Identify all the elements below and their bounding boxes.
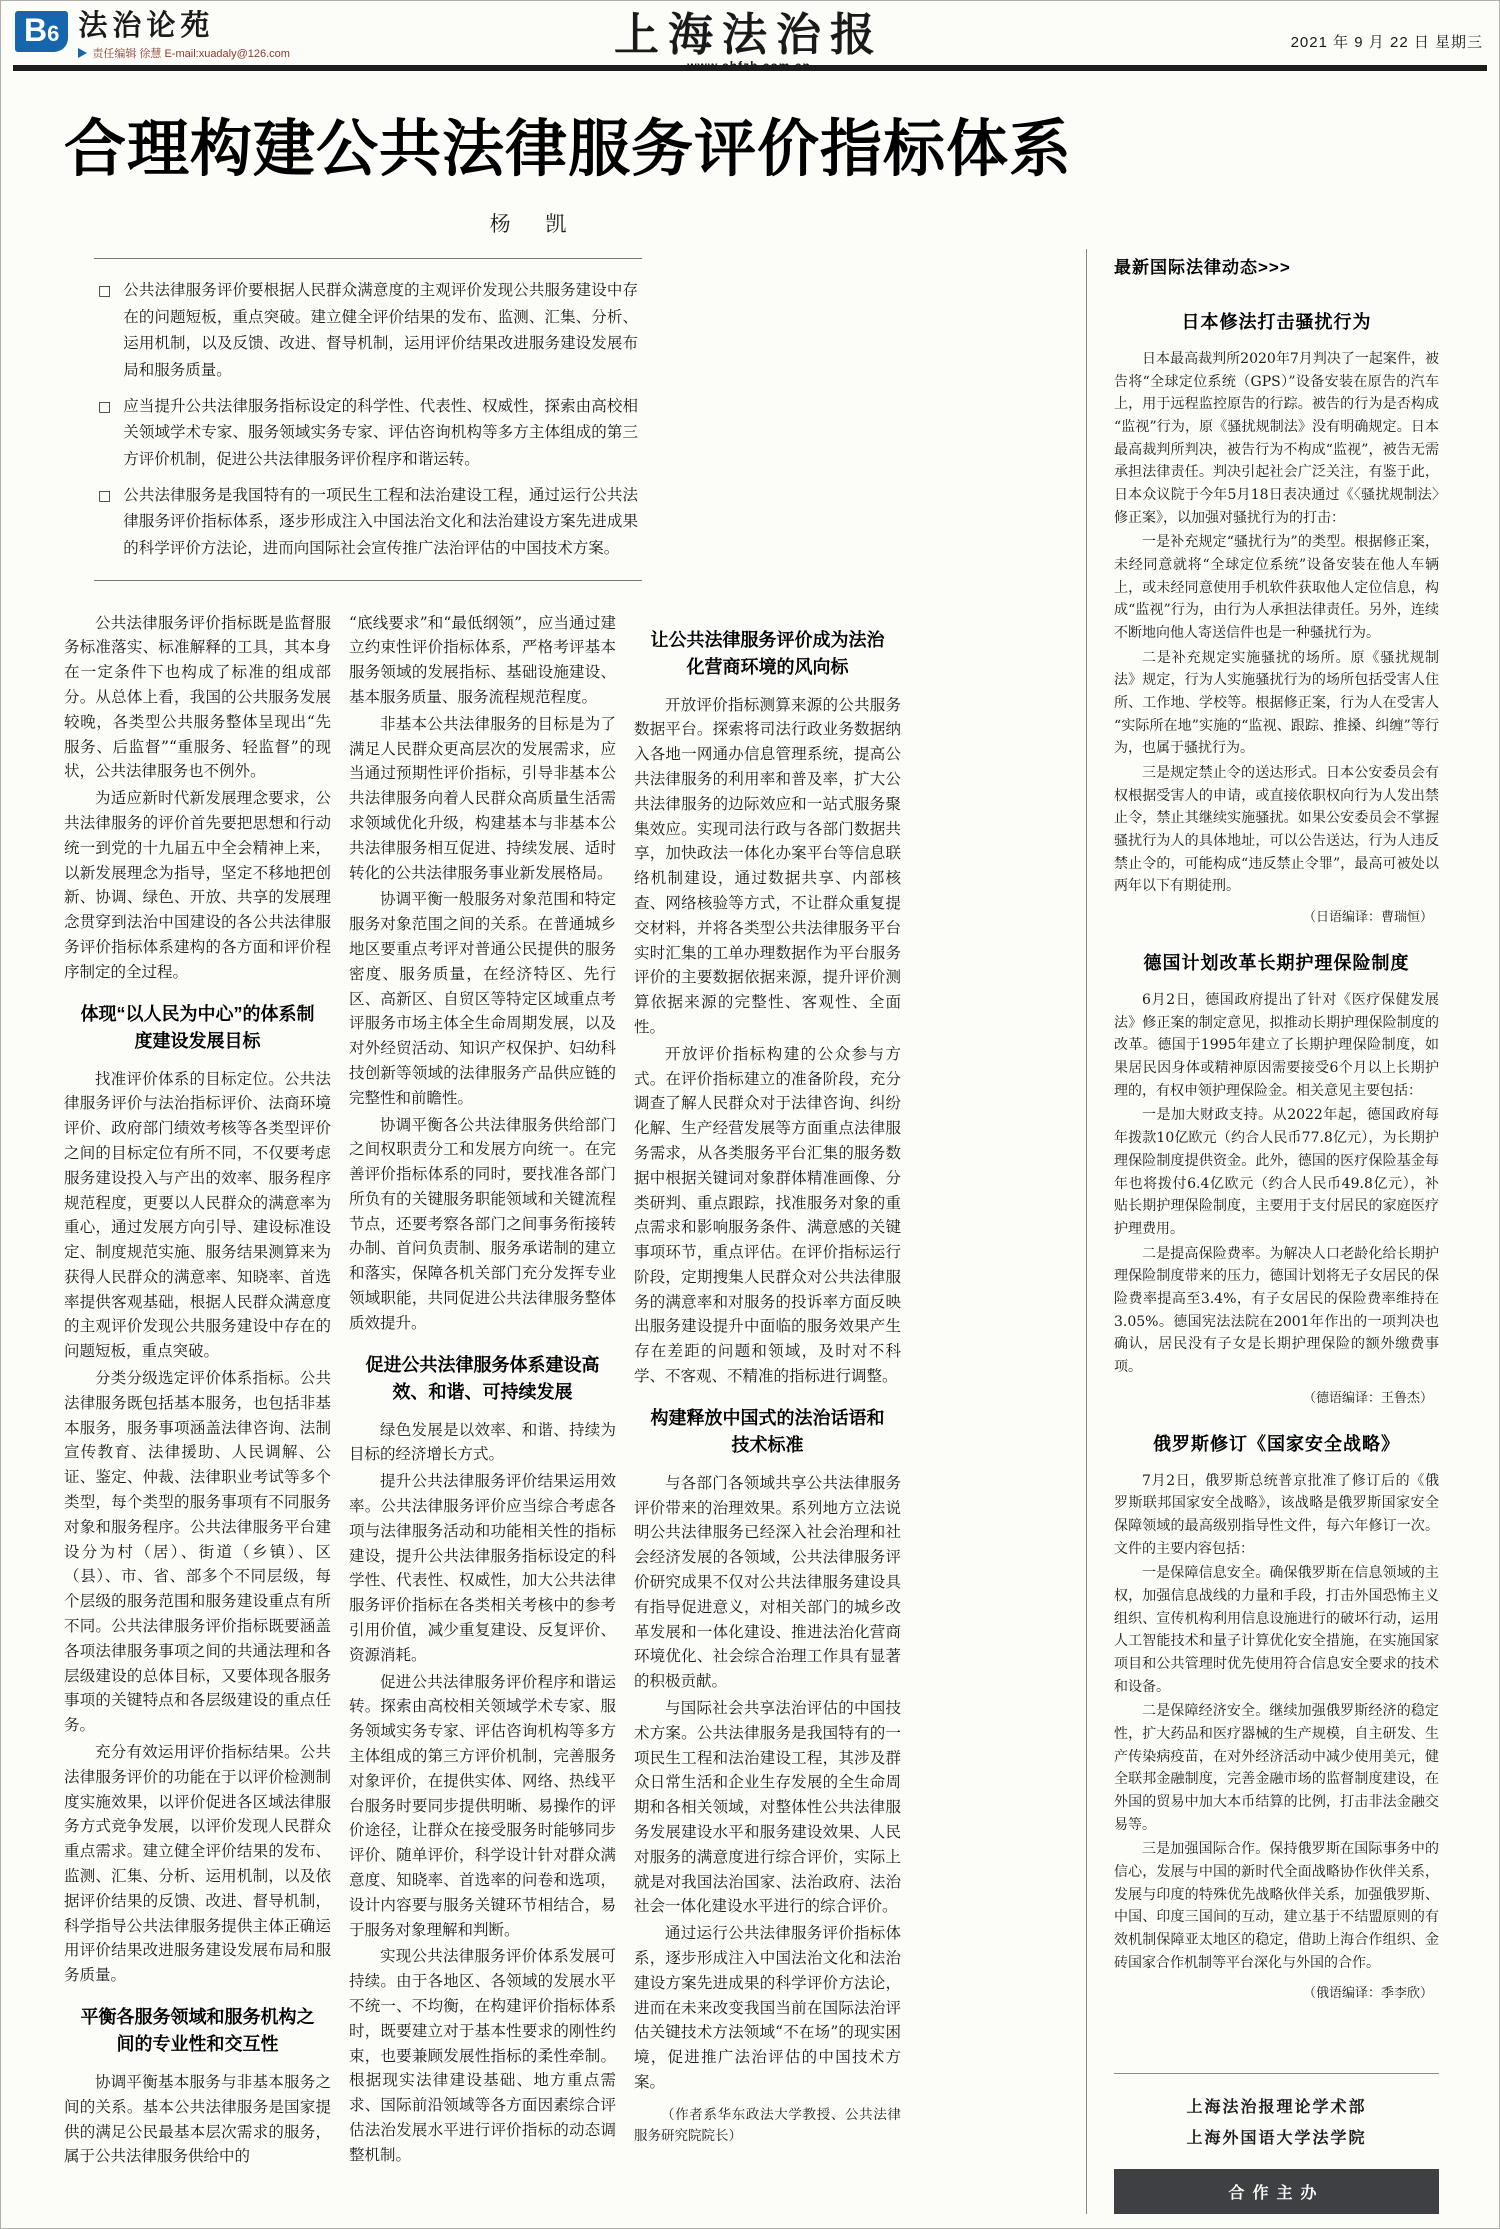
column-subheading: 构建释放中国式的法治话语和技术标准 <box>650 1407 885 1455</box>
summary-text: 公共法律服务评价要根据人民群众满意度的主观评价发现公共服务建设中存在的问题短板，重点突破。建立健全评价结果的发布、监测、汇集、分析、运用机制，以及反馈、改进、督导机制，运用评价结果改进服务建设发展布局和服务质量。 <box>123 281 638 379</box>
body-paragraph: 二是保障经济安全。继续加强俄罗斯经济的稳定性，扩大药品和医疗器械的生产规模，自主研发、生产传染病疫苗，在对外经济活动中减少使用美元，健全联邦金融制度，完善金融市场的监督制度建设，在外国的贸易中加大本币结算的比例，打击非法金融交易等。 <box>1114 1703 1439 1833</box>
body-paragraph: 6月2日，德国政府提出了针对《医疗保健发展法》修正案的制定意见，拟推动长期护理保险制度的改革。德国于1995年建立了长期护理保险制度，如果居民因身体或精神原因需要接受6个月以上长期护理的，有权申领护理保险金。相关意见主要包括： <box>1114 992 1439 1099</box>
article-headline: 合理构建公共法律服务评价指标体系 <box>64 115 1073 184</box>
page-content <box>1 71 1499 2228</box>
translator-credit: （日语编译：曹瑞恒） <box>1302 910 1433 926</box>
body-paragraph: “底线要求”和“最低纲领”，应当通过建立约束性评价指标体系，严格考评基本服务领域的发展指标、基础设施建设、基本服务质量、服务流程规范程度。 <box>349 613 616 706</box>
article-column-1 <box>64 611 331 2228</box>
body-paragraph: 一是补充规定“骚扰行为”的类型。根据修正案，未经同意就将“全球定位系统”设备安装在他人车辆上，或未经同意使用手机软件获取他人定位信息，构成“监视”行为，由行为人承担法律责任。另外，连续不断地向他人寄送信件也是一种骚扰行为。 <box>1114 534 1439 642</box>
body-paragraph: 开放评价指标测算来源的公共服务数据平台。探索将司法行政业务数据纳入各地一网通办信息管理系统，提高公共法律服务的利用率和普及率，扩大公共法律服务的边际效应和一站式服务聚集效应。实现司法行政与各部门数据共享，加快政法一体化办案平台等信息联络机制建设，通过数据共享、内部核查、网络核验等方式，不让群众重复提交材料，并将各类型公共法律服务平台实时汇集的工单办理数据作为平台服务评价的主要数据依据来源，提升评价测算依据来源的完整性、客观性、全面性。 <box>634 695 901 1036</box>
body-paragraph: 二是提高保险费率。为解决人口老龄化给长期护理保险制度带来的压力，德国计划将无子女居民的保险费率提高至3.4%，有子女居民的保险费率维持在3.05%。德国宪法法院在2001年作出的一项判决也确认，居民没有子女是长期护理保险的额外缴费事项。 <box>1114 1245 1439 1375</box>
body-paragraph: 找准评价体系的目标定位。公共法律服务评价与法治指标评价、法商环境评价、政府部门绩效考核等各类型评价之间的目标定位有所不同，不仅要考虑服务建设投入与产出的效率、服务程序规范程度，更要以人民群众的满意率为重心，通过发展方向引导、建设标准设定、制度规范实施、服务结果测算来为获得人民群众的满意率、知晓率、首选率提供客观基础，根据人民群众满意度的主观评价发现公共服务建设中存在的问题短板，重点突破。 <box>64 1069 331 1361</box>
body-paragraph: 一是加大财政支持。从2022年起，德国政府每年拨款10亿欧元（约合人民币77.8亿元），为长期护理保险制度提供资金。此外，德国的医疗保险基金每年也将拨付6.4亿欧元（约合人民币49.8亿元），补贴长期护理保险制度，主要用于支付居民的家庭医疗护理费用。 <box>1114 1107 1439 1237</box>
body-paragraph: 协调平衡一般服务对象范围和特定服务对象范围之间的关系。在普通城乡地区要重点考评对普通公民提供的服务密度、服务质量，在经济特区、先行区、高新区、自贸区等特定区域重点考评服务市场主体全生命周期发展，以及对外经贸活动、知识产权保护、妇幼科技创新等领域的法律服务产品供应链的完整性和前瞻性。 <box>349 890 616 1107</box>
body-paragraph: 协调平衡基本服务与非基本服务之间的关系。基本公共法律服务是国家提供的满足公民最基本层次需求的服务，属于公共法律服务供给中的 <box>64 2073 331 2166</box>
section-block <box>78 11 290 61</box>
body-paragraph: 公共法律服务评价指标既是监督服务标准落实、标准解释的工具，其本身在一定条件下也构成了标准的组成部分。从总体上看，我国的公共服务发展较晚，各类型公共服务整体呈现出“先服务、后监督”“重服务、轻监督”的现状，公共法律服务也不例外。 <box>64 613 331 781</box>
header-center <box>445 8 1053 74</box>
body-paragraph: 为适应新时代新发展理念要求，公共法律服务的评价首先要把思想和行动统一到党的十九届五中全会精神上来，以新发展理念为指导，坚定不移地把创新、协调、绿色、开放、共享的发展理念贯穿到法治中国建设的各公共法律服务评价指标体系建构的各方面和评价程序制定的全过程。 <box>64 789 331 981</box>
triangle-icon <box>78 48 87 58</box>
body-paragraph: 绿色发展是以效率、和谐、持续为目标的经济增长方式。 <box>349 1420 616 1464</box>
summary-item <box>98 482 638 562</box>
sidebar-article-title: 俄罗斯修订《国家安全战略》 <box>1153 1433 1400 1454</box>
summary-item <box>98 393 638 473</box>
main-article-area <box>64 71 1086 2228</box>
website-url: www.shfzb.com.cn <box>687 59 811 74</box>
sidebar-section-header: 最新国际法律动态>>> <box>1114 258 1291 277</box>
body-paragraph: 与国际社会共享法治评估的中国技术方案。公共法律服务是我国特有的一项民生工程和法治建设工程，其涉及群众日常生活和企业生存发展的全生命周期和各相关领域，对整体性公共法律服务发展建设水平和服务建设效果、人民对服务的满意度进行综合评价，实际上就是对我国法治国家、法治政府、法治社会一体化建设水平进行的综合评价。 <box>634 1699 901 1916</box>
body-paragraph: 通过运行公共法律服务评价指标体系，逐步形成注入中国法治文化和法治建设方案先进成果的科学评价方法论，进而在未来改变我国当前在国际法治评估关键技术方法领域“不在场”的现实困境，促进推广法治评估的中国技术方案。 <box>634 1924 901 2091</box>
sidebar-footer <box>1114 2073 1439 2214</box>
body-paragraph: 充分有效运用评价指标结果。公共法律服务评价的功能在于以评价检测制度实施效果，以评价促进各区域法律服务方式竞争发展，以评价发现人民群众重点需求。建立健全评价结果的发布、监测、汇集、分析、运用机制，以及依据评价结果的反馈、改进、督导机制，科学指导公共法律服务提供主体正确运用评价结果改进服务建设发展布局和服务质量。 <box>64 1743 331 1985</box>
article-column-2 <box>349 611 616 2228</box>
body-paragraph: 三是加强国际合作。保持俄罗斯在国际事务中的信心，发展与中国的新时代全面战略协作伙伴关系，发展与印度的特殊优先战略伙伴关系，加强俄罗斯、中国、印度三国间的互动，建立基于不结盟原则的有效机制保障亚太地区的稳定，借助上海合作组织、金砖国家合作机制等平台深化与外国的合作。 <box>1114 1841 1439 1971</box>
sidebar-articles <box>1114 284 1439 2059</box>
body-paragraph: 二是补充规定实施骚扰的场所。原《骚扰规制法》规定，行为人实施骚扰行为的场所包括受害人住所、工作地、学校等。根据修正案，行为人在受害人“实际所在地”实施的“监视、跟踪、推搡、纠缠”等行为，也属于骚扰行为。 <box>1114 649 1439 757</box>
sidebar-article-title: 日本修法打击骚扰行为 <box>1181 312 1372 332</box>
body-paragraph: 提升公共法律服务评价结果运用效率。公共法律服务评价应当综合考虑各项与法律服务活动和功能相关性的指标建设，提升公共法律服务指标设定的科学性、代表性、权威性，加大公共法律服务评价指标在各类相关考核中的参考引用价值，减少重复建设、反复评价、资源消耗。 <box>349 1472 616 1664</box>
body-paragraph: 日本最高裁判所2020年7月判决了一起案件，被告将“全球定位系统（GPS）”设备安装在原告的汽车上，用于远程监控原告的行踪。被告的行为是否构成“监视”行为，原《骚扰规制法》没有明确规定。日本最高裁判所判决，被告行为不构成“监视”，被告无需承担法律责任。判决引起社会广泛关注，有鉴于此，日本众议院于今年5月18日表决通过《〈骚扰规制法〉修正案》，以加强对骚扰行为的打击： <box>1114 351 1439 526</box>
newspaper-masthead: 上海法治报 <box>613 8 884 61</box>
translator-credit: （德语编译：王鲁杰） <box>1302 1390 1433 1406</box>
article-author: 杨 凯 <box>489 212 581 236</box>
column-subheading: 让公共法律服务评价成为法治化营商环境的风向标 <box>650 629 885 677</box>
page-number-badge: B6 <box>15 11 68 52</box>
summary-text: 应当提升公共法律服务指标设定的科学性、代表性、权威性，探索由高校相关领域学术专家、服务领域实务专家、评估咨询机构等多方主体组成的第三方评价机制，促进公共法律服务评价程序和谐运转。 <box>123 396 638 468</box>
body-paragraph: 开放评价指标构建的公众参与方式。在评价指标建立的准备阶段，充分调查了解人民群众对于法律咨询、纠纷化解、生产经营发展等方面重点法律服务需求，从各类服务平台汇集的服务数据中根据关键词对象群体精准画像、分类研判、重点跟踪，找准服务对象的重点需求和影响服务条件、满意感的关键事项环节，重点评估。在评价指标运行阶段，定期搜集人民群众对公共法律服务的满意率和对服务的投诉率方面反映出服务建设提升中面临的服务效果产生存在差距的问题和领域，及时对不科学、不客观、不精准的指标进行调整。 <box>634 1044 901 1386</box>
header-left <box>15 11 445 61</box>
column-subheading: 促进公共法律服务体系建设高效、和谐、可持续发展 <box>365 1354 600 1402</box>
body-paragraph: 与各部门各领域共享公共法律服务评价带来的治理效果。系列地方立法说明公共法律服务已经深入社会治理和社会经济发展的各领域，公共法律服务评价研究成果不仅对公共法律服务建设具有指导促进意义，对相关部门的城乡改革发展和一体化建设、推进法治化营商环境优化、社会综合治理工作具有显著的积极贡献。 <box>634 1473 901 1691</box>
author-signature: （作者系华东政法大学教授、公共法律服务研究院院长） <box>634 2106 901 2145</box>
summary-text: 公共法律服务是我国特有的一项民生工程和法治建设工程，通过运行公共法律服务评价指标体系，逐步形成注入中国法治文化和法治建设方案先进成果的科学评价方法论，进而向国际社会宣传推广法治评估的中国技术方案。 <box>123 485 638 557</box>
article-columns <box>64 611 1086 2228</box>
body-paragraph: 促进公共法律服务评价程序和谐运转。探索由高校相关领域学术专家、服务领域实务专家、评估咨询机构等多方主体组成的第三方评价机制，完善服务对象评价，在提供实体、网络、热线平台服务时要同步提供明晰、易操作的评价途径，让群众在接受服务时能够同步评价、随单评价，科学设计针对群众满意度、知晓率、首选率的问卷和选项，设计内容要与服务关键环节相结合，易于服务对象理解和判断。 <box>349 1672 616 1939</box>
partner-org-2: 上海外国语大学法学院 <box>1186 2127 1367 2147</box>
international-news-sidebar <box>1086 71 1439 2228</box>
square-bullet-icon: □ <box>98 398 112 415</box>
sidebar-article-title: 德国计划改革长期护理保险制度 <box>1143 953 1410 974</box>
partner-org-1: 上海法治报理论学术部 <box>1186 2097 1367 2117</box>
body-paragraph: 7月2日，俄罗斯总统普京批准了修订后的《俄罗斯联邦国家安全战略》，该战略是俄罗斯国家安全保障领域的最高级别指导性文件，每六年修订一次。文件的主要内容包括： <box>1114 1472 1439 1557</box>
body-paragraph: 协调平衡各公共法律服务供给部门之间权职责分工和发展方向统一。在完善评价指标体系的同时，要找准各部门所负有的关键服务职能领域和关键流程节点，还要考察各部门之间事务衔接转办制、首问负责制、服务承诺制的建立和落实，保障各机关部门充分发挥专业领域职能，共同促进公共法律服务整体质效提升。 <box>349 1115 616 1332</box>
section-title: 法治论苑 <box>78 10 215 42</box>
body-paragraph: 实现公共法律服务评价体系发展可持续。由于各地区、各领域的发展水平不统一、不均衡，在构建评价指标体系时，既要建立对于基本性要求的刚性约束，也要兼顾发展性指标的柔性牵制。根据现实法律建设基础、地方重点需求、国际前沿领域等各方面因素综合评估法治发展水平进行评价指标的动态调整机制。 <box>349 1947 616 2164</box>
square-bullet-icon: □ <box>98 487 112 504</box>
editor-line <box>78 45 290 61</box>
article-column-3 <box>634 611 901 2228</box>
body-paragraph: 三是规定禁止令的送达形式。日本公安委员会有权根据受害人的申请，或直接依职权向行为人发出禁止令，禁止其继续实施骚扰。如果公安委员会不掌握骚扰行为人的具体地址，可以公告送达，行为人违反禁止令的，可能构成“违反禁止令罪”，最高可被处以两年以下有期徒刑。 <box>1114 765 1439 895</box>
page-header <box>1 1 1499 74</box>
translator-credit: （俄语编译：季李欣） <box>1302 1986 1433 2002</box>
summary-item <box>98 277 638 384</box>
body-paragraph: 非基本公共法律服务的目标是为了满足人民群众更高层次的发展需求，应当通过预期性评价指标，引导非基本公共法律服务向着人民群众高质量生活需求领域优化升级，构建基本与非基本公共法律服务相互促进、持续发展、适时转化的公共法律服务事业新发展格局。 <box>349 714 616 882</box>
summary-box <box>94 258 642 581</box>
body-paragraph: 分类分级选定评价体系指标。公共法律服务既包括基本服务，也包括非基本服务，服务事项涵盖法律咨询、法制宣传教育、法律援助、人民调解、公证、鉴定、仲裁、法律职业考试等多个类型，每个类型的服务事项有不同服务对象和服务程序。公共法律服务平台建设分为村（居）、街道（乡镇）、区（县）、市、省、部多个不同层级，每个层级的服务范围和服务建设重点有所不同。公共法律服务评价指标既要涵盖各项法律服务事项之间的共通法理和各层级建设的总体目标，又要体现各服务事项的关键特点和各层级建设的重点任务。 <box>64 1369 331 1735</box>
column-subheading: 体现“以人民为中心”的体系制度建设发展目标 <box>80 1003 315 1051</box>
column-subheading: 平衡各服务领域和服务机构之间的专业性和交互性 <box>80 2007 315 2054</box>
body-paragraph: 一是保障信息安全。确保俄罗斯在信息领域的主权，加强信息战线的力量和手段，打击外国恐怖主义组织、宣传机构利用信息设施进行的破坏行动，运用人工智能技术和量子计算优化安全措施，在实施国家项目和公共管理时优先使用符合信息安全要求的技术和设备。 <box>1114 1565 1439 1695</box>
square-bullet-icon: □ <box>98 283 112 299</box>
partner-label: 合作主办 <box>1114 2169 1439 2214</box>
date-line: 2021 年 9 月 22 日 星期三 <box>1290 34 1483 51</box>
editor-credit: 责任编辑 徐慧 E-mail:xuadaly@126.com <box>92 48 290 61</box>
